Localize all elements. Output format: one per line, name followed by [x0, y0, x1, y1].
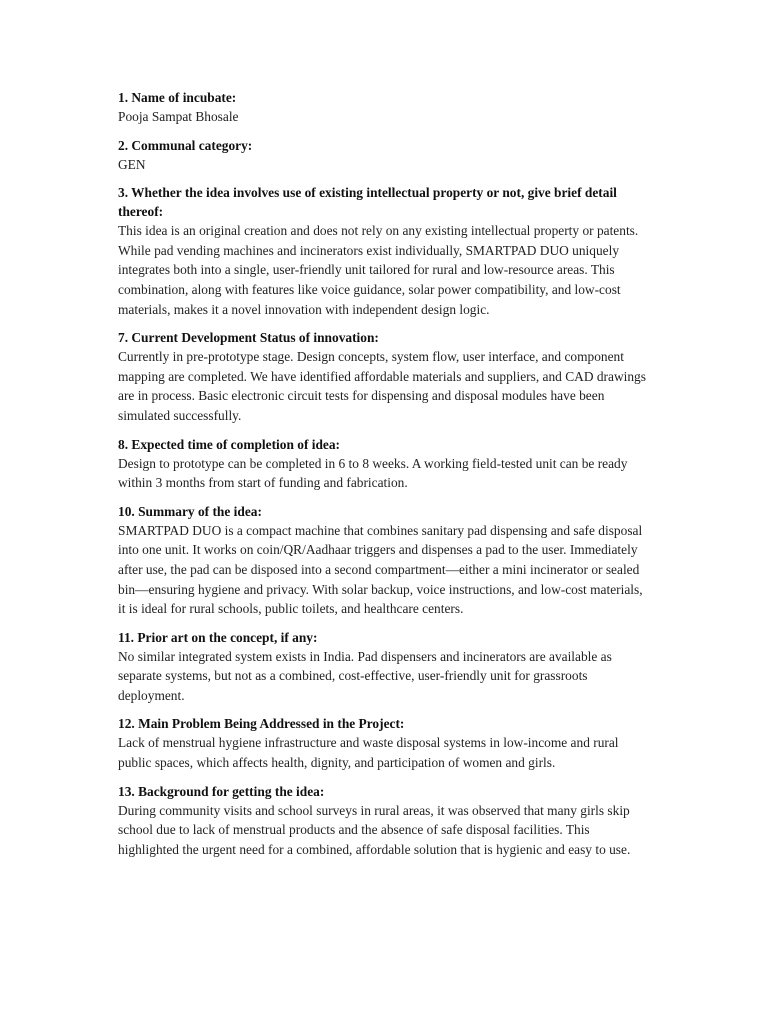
section-text: Design to prototype can be completed in 6 to 8 weeks. A working field-tested unit can be ready within 3 months from start of funding and fabrication. [118, 455, 628, 491]
section-main-problem [118, 714, 650, 772]
section-text: This idea is an original creation and does not rely on any existing intellectual property or patents. While pad vending machines and incinerators exist individually, SMARTPAD DUO uniquely integrates both into a single, user-friendly unit tailored for rural and low-resource areas. This combination, along with features like voice guidance, solar power compatibility, and low-cost materials, makes it a novel innovation with independent design logic. [118, 223, 639, 317]
section-intellectual-property [118, 183, 650, 319]
section-heading: 2. Communal category: [118, 137, 253, 153]
section-heading: 7. Current Development Status of innovation: [118, 330, 379, 346]
section-text: During community visits and school surveys in rural areas, it was observed that many girls skip school due to lack of menstrual products and the absence of safe disposal facilities. This highlighted the urgent need for a combined, affordable solution that is hygienic and easy to use. [118, 802, 631, 857]
section-background [118, 782, 650, 860]
section-expected-completion [118, 435, 650, 493]
section-prior-art [118, 628, 650, 706]
section-development-status [118, 328, 650, 425]
section-text: GEN [118, 156, 146, 172]
section-text: Lack of menstrual hygiene infrastructure and waste disposal systems in low-income and rural public spaces, which affects health, dignity, and participation of women and girls. [118, 735, 619, 771]
section-heading: 13. Background for getting the idea: [118, 783, 325, 799]
section-text: No similar integrated system exists in India. Pad dispensers and incinerators are available as separate systems, but not as a combined, cost-effective, user-friendly unit for grassroots deployment. [118, 648, 612, 703]
section-heading: 10. Summary of the idea: [118, 503, 262, 519]
section-heading: 8. Expected time of completion of idea: [118, 436, 341, 452]
section-heading: 1. Name of incubate: [118, 90, 237, 105]
section-name-of-incubate [118, 88, 650, 127]
section-heading: 3. Whether the idea involves use of existing intellectual property or not, give brief detail thereof: [118, 185, 617, 220]
section-text: Currently in pre-prototype stage. Design concepts, system flow, user interface, and component mapping are completed. We have identified affordable materials and suppliers, and CAD drawings are in process. Basic electronic circuit tests for dispensing and disposal modules have been simulated successfully. [118, 349, 646, 423]
section-heading: 11. Prior art on the concept, if any: [118, 629, 318, 645]
section-heading: 12. Main Problem Being Addressed in the Project: [118, 716, 405, 732]
section-text: Pooja Sampat Bhosale [118, 109, 239, 124]
section-communal-category [118, 136, 650, 175]
section-text: SMARTPAD DUO is a compact machine that combines sanitary pad dispensing and safe disposal into one unit. It works on coin/QR/Aadhaar triggers and dispenses a pad to the user. Immediately after use, the pad can be disposed into a second compartment—either a mini incinerator or sealed bin—ensuring hygiene and privacy. With solar backup, voice instructions, and low-cost materials, it is ideal for rural schools, public toilets, and healthcare centers. [118, 522, 643, 617]
section-summary [118, 502, 650, 619]
